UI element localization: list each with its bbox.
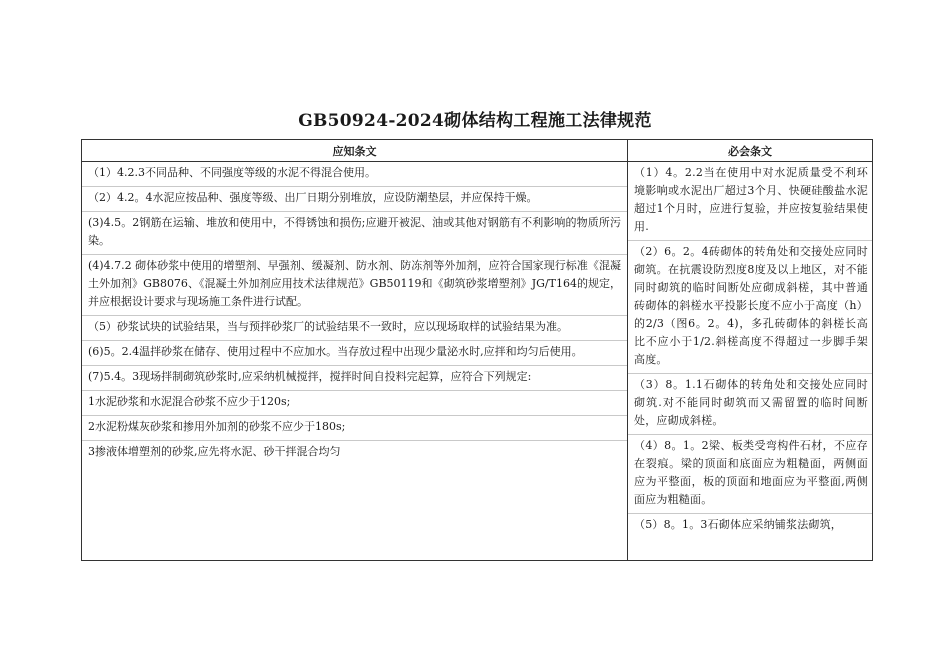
column-header-must-master: 必会条文 (628, 140, 873, 162)
clause-item: （1）4。2.2当在使用中对水泥质量受不利环境影响或水泥出厂超过3个月、快硬硅酸盐水泥超过1个月时，应进行复验，并应按复验结果使用. (628, 162, 872, 241)
clause-item: 1水泥砂浆和水泥混合砂浆不应少于120s; (82, 391, 627, 416)
column-header-should-know: 应知条文 (82, 140, 628, 162)
clause-item: 2水泥粉煤灰砂浆和掺用外加剂的砂浆不应少于180s; (82, 416, 627, 441)
clause-item: （2）6。2。4砖砌体的转角处和交接处应同时砌筑。在抗震设防烈度8度及以上地区，对不能同时砌筑的临时间断处应砌成斜槎，其中普通砖砌体的斜槎水平投影长度不应小于高度（h）的2/3（图6。2。4)，多孔砖砌体的斜槎长高比不应小于1/2.斜槎高度不得超过一步脚手架高度。 (628, 241, 872, 374)
clause-item: （5）8。1。3石砌体应采纳铺浆法砌筑， (634, 518, 842, 531)
clause-item: （2）4.2。4水泥应按品种、强度等级、出厂日期分别堆放，应设防潮垫层，并应保持干燥。 (82, 187, 627, 212)
page-title: GB50924-2024砌体结构工程施工法律规范 (298, 111, 652, 131)
clause-item: （3）8。1.1石砌体的转角处和交接处应同时砌筑.对不能同时砌筑而又需留置的临时间断处，应砌成斜槎。 (628, 374, 872, 435)
clause-item: (7)5.4。3现场拌制砌筑砂浆时,应采纳机械搅拌，搅拌时间自投料完起算，应符合下列规定: (82, 366, 627, 391)
table-body-row (82, 162, 873, 561)
table-header-row (82, 140, 873, 162)
clause-item: （4）8。1。2梁、板类受弯构件石材，不应存在裂痕。梁的顶面和底面应为粗糙面，两侧面应为平整面，板的顶面和地面应为平整面,两侧面应为粗糙面。 (628, 435, 872, 514)
regulation-table (81, 139, 873, 561)
clause-item: 3掺液体增塑剂的砂浆,应先将水泥、砂干拌混合均匀 (88, 445, 341, 458)
should-know-list (82, 162, 627, 560)
clause-item: （1）4.2.3不同品种、不同强度等级的水泥不得混合使用。 (82, 162, 627, 187)
clause-item: (4)4.7.2 砌体砂浆中使用的增塑剂、早强剂、缓凝剂、防水剂、防冻剂等外加剂，应符合国家现行标准《混凝土外加剂》GB8076、《混凝土外加剂应用技术法律规范》GB50119和《砌筑砂浆增塑剂》JG/T164的规定，并应根据设计要求与现场施工条件进行试配。 (82, 255, 627, 316)
clause-item: (3)4.5。2钢筋在运输、堆放和使用中，不得锈蚀和损伤;应避开被泥、油或其他对钢筋有不利影响的物质所污染。 (82, 212, 627, 255)
must-master-cell (628, 162, 873, 561)
should-know-cell (82, 162, 628, 561)
clause-item: （5）砂浆试块的试验结果，当与预拌砂浆厂的试验结果不一致时，应以现场取样的试验结果为准。 (82, 316, 627, 341)
clause-item: (6)5。2.4温拌砂浆在储存、使用过程中不应加水。当存放过程中出现少量泌水时,应拌和均匀后使用。 (82, 341, 627, 366)
must-master-list (628, 162, 872, 560)
